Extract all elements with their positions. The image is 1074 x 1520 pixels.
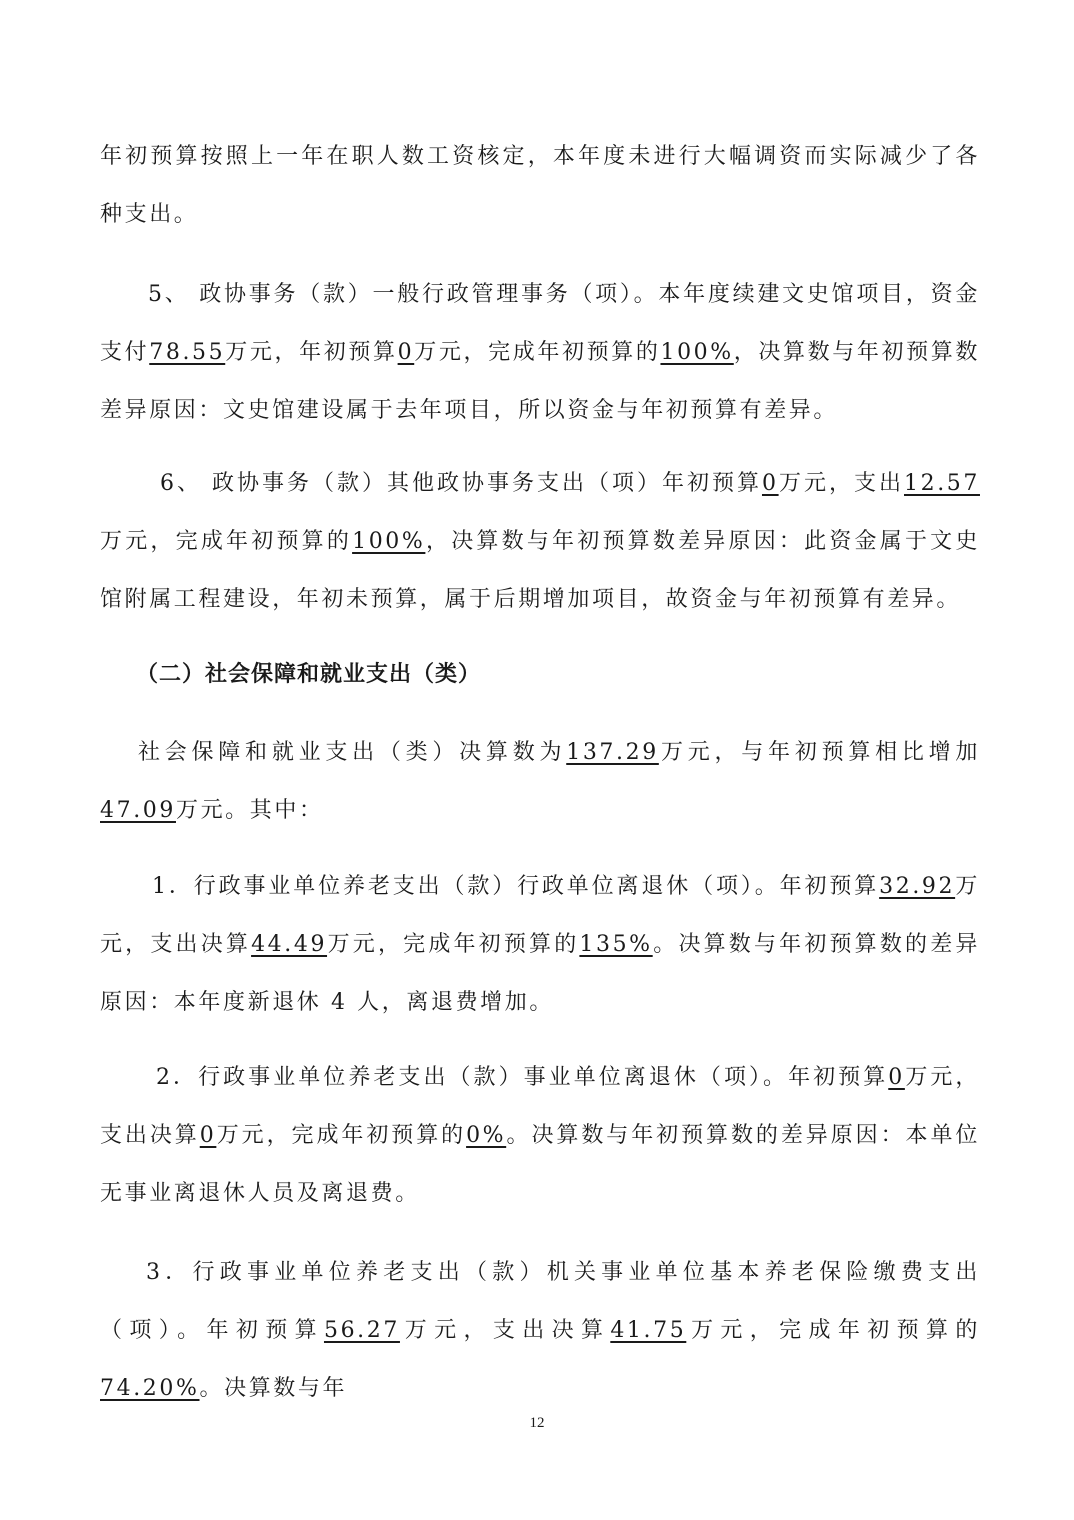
paragraph-social-security-summary: 社会保障和就业支出（类）决算数为137.29万元，与年初预算相比增加47.09万元。其中： [100,740,980,823]
value-135-percent: 135% [579,932,653,957]
value-32-92: 32.92 [879,874,956,899]
paragraph-item-6: 6、 政协事务（款）其他政协事务支出（项）年初预算0万元，支出12.57万元，完成年初预算的100%，决算数与年初预算数差异原因：此资金属于文史馆附属工程建设，年初未预算，属于后期增加项目，故资金与年初预算有差异。 [100,471,980,612]
paragraph-item-1: 1．行政事业单位养老支出（款）行政单位离退休（项）。年初预算32.92万元，支出决算44.49万元，完成年初预算的135%。决算数与年初预算数的差异原因：本年度新退休 4 人，离退费增加。 [100,874,980,1015]
paragraph-item-3: 3．行政事业单位养老支出（款）机关事业单位基本养老保险缴费支出（项）。年初预算56.27万元，支出决算41.75万元，完成年初预算的74.20%。决算数与年 [100,1260,980,1401]
value-100-percent: 100% [352,529,426,554]
value-0: 0 [761,471,779,496]
paragraph-continuation [100,128,980,244]
value-47-09: 47.09 [100,798,176,823]
value-0: 0 [199,1123,217,1148]
section-heading: （二）社会保障和就业支出（类） [136,662,482,687]
paragraph-text: 年初预算按照上一年在职人数工资核定，本年度未进行大幅调资而实际减少了各种支出。 [100,144,980,227]
page-number: 12 [529,1415,545,1431]
value-56-27: 56.27 [323,1318,400,1343]
value-41-75: 41.75 [610,1318,687,1343]
value-78-55: 78.55 [149,340,226,365]
value-100-percent: 100% [660,340,734,365]
value-137-29: 137.29 [566,740,659,765]
value-12-57: 12.57 [904,471,980,496]
value-0: 0 [397,340,415,365]
value-0: 0 [888,1065,905,1090]
value-44-49: 44.49 [251,932,328,957]
value-74-20-percent: 74.20% [100,1376,200,1401]
value-0-percent: 0% [466,1123,507,1148]
paragraph-item-2: 2．行政事业单位养老支出（款）事业单位离退休（项）。年初预算0万元，支出决算0万元，完成年初预算的0%。决算数与年初预算数的差异原因：本单位无事业离退休人员及离退费。 [100,1065,981,1206]
paragraph-item-5: 5、 政协事务（款）一般行政管理事务（项）。本年度续建文史馆项目，资金支付78.55万元，年初预算0万元，完成年初预算的100%，决算数与年初预算数差异原因：文史馆建设属于去年项目，所以资金与年初预算有差异。 [100,282,980,423]
